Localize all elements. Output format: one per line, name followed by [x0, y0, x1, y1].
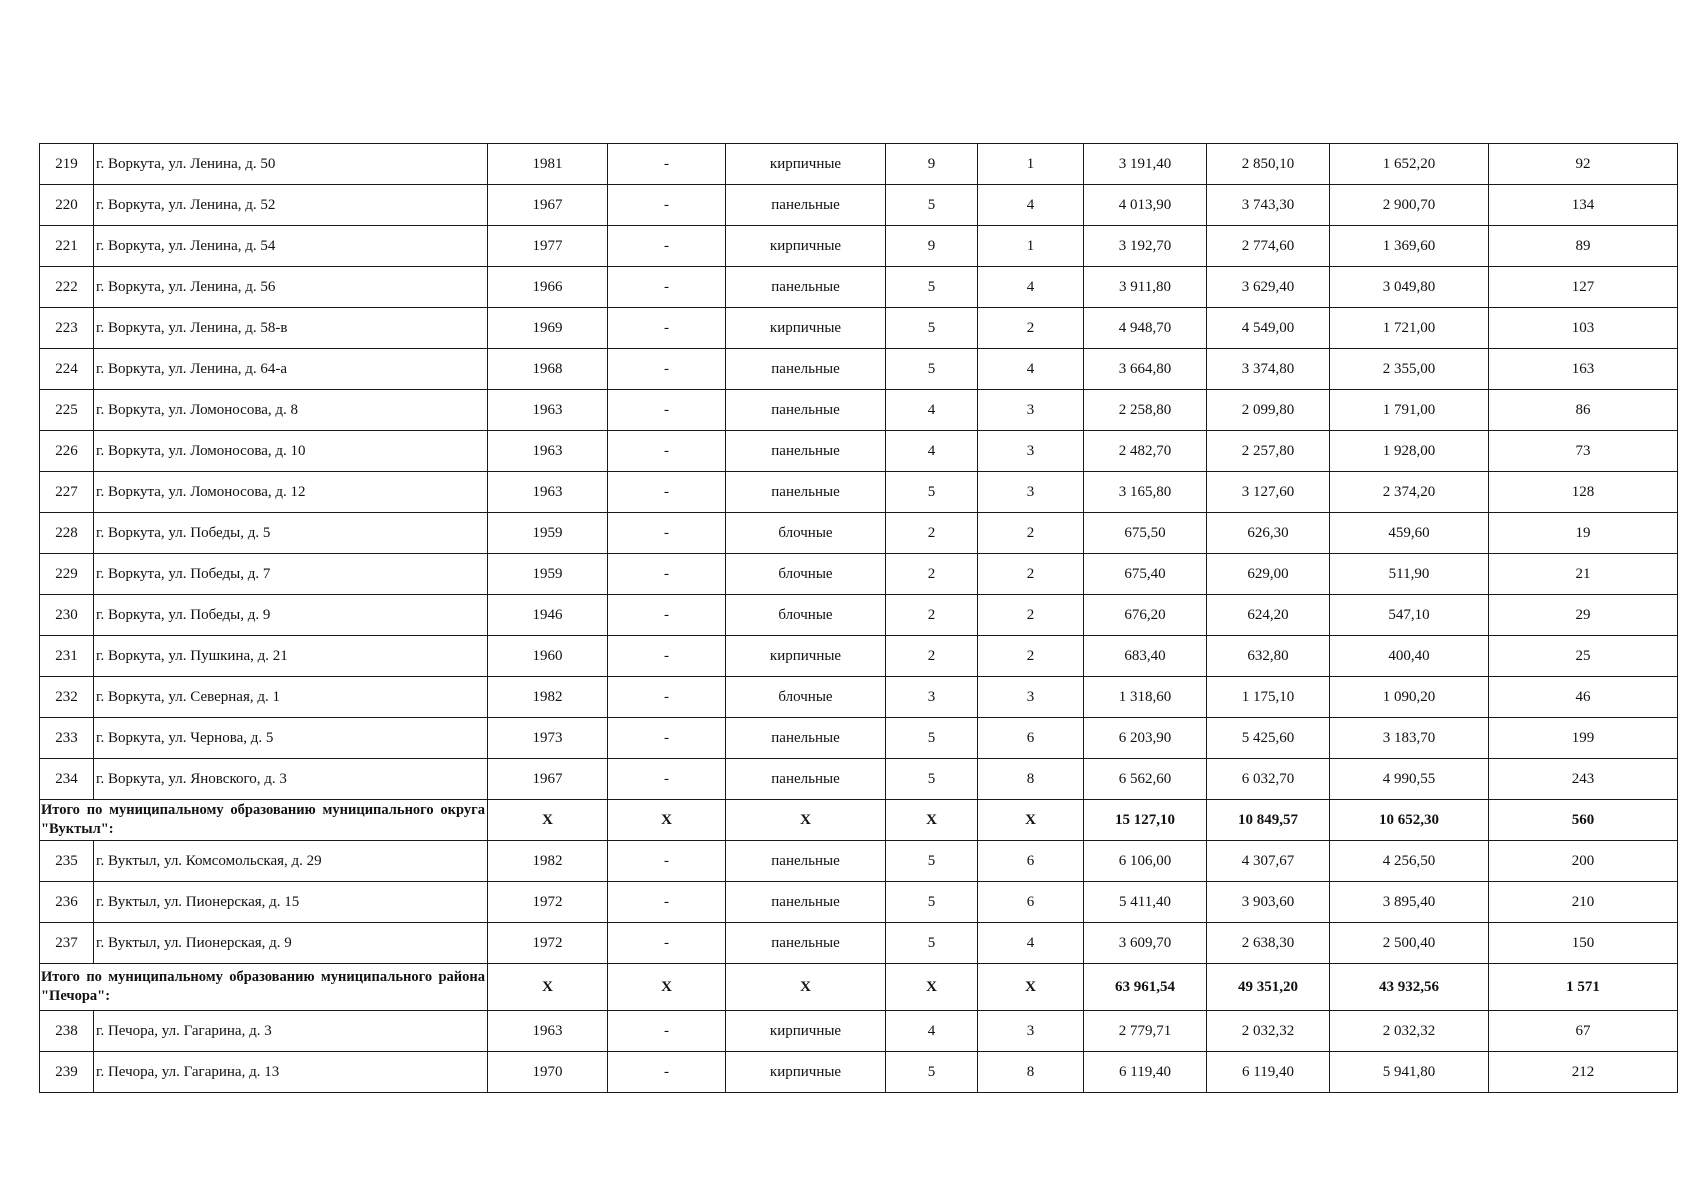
- residential-area: 5 941,80: [1330, 1052, 1489, 1093]
- entrance-count: 8: [978, 1052, 1084, 1093]
- commissioning-year: 1966: [488, 267, 608, 308]
- commissioning-year: 1963: [488, 431, 608, 472]
- blank-dash-cell: -: [608, 595, 726, 636]
- resident-count: 67: [1489, 1011, 1678, 1052]
- row-number: 227: [40, 472, 94, 513]
- blank-dash-cell: -: [608, 636, 726, 677]
- wall-material: панельные: [726, 390, 886, 431]
- floor-count: 2: [886, 554, 978, 595]
- x-mark: X: [488, 964, 608, 1011]
- entrance-count: 2: [978, 636, 1084, 677]
- building-address: г. Печора, ул. Гагарина, д. 3: [94, 1011, 488, 1052]
- building-address: г. Воркута, ул. Ленина, д. 54: [94, 226, 488, 267]
- living-area: 6 032,70: [1207, 759, 1330, 800]
- entrance-count: 1: [978, 226, 1084, 267]
- commissioning-year: 1959: [488, 554, 608, 595]
- blank-dash-cell: -: [608, 513, 726, 554]
- blank-dash-cell: -: [608, 554, 726, 595]
- wall-material: панельные: [726, 718, 886, 759]
- resident-count: 128: [1489, 472, 1678, 513]
- resident-count: 73: [1489, 431, 1678, 472]
- x-mark: X: [978, 964, 1084, 1011]
- table-row: [40, 144, 1678, 185]
- wall-material: кирпичные: [726, 636, 886, 677]
- residential-area: 511,90: [1330, 554, 1489, 595]
- blank-dash-cell: -: [608, 144, 726, 185]
- commissioning-year: 1963: [488, 1011, 608, 1052]
- row-number: 235: [40, 841, 94, 882]
- floor-count: 5: [886, 349, 978, 390]
- blank-dash-cell: -: [608, 226, 726, 267]
- row-number: 225: [40, 390, 94, 431]
- blank-dash-cell: -: [608, 472, 726, 513]
- row-number: 221: [40, 226, 94, 267]
- living-area: 2 638,30: [1207, 923, 1330, 964]
- x-mark: X: [886, 964, 978, 1011]
- table-row: [40, 923, 1678, 964]
- total-area: 6 119,40: [1084, 1052, 1207, 1093]
- living-area: 3 903,60: [1207, 882, 1330, 923]
- wall-material: кирпичные: [726, 1052, 886, 1093]
- wall-material: кирпичные: [726, 226, 886, 267]
- commissioning-year: 1946: [488, 595, 608, 636]
- register-body: [40, 144, 1678, 1093]
- living-area: 6 119,40: [1207, 1052, 1330, 1093]
- commissioning-year: 1960: [488, 636, 608, 677]
- row-number: 239: [40, 1052, 94, 1093]
- floor-count: 3: [886, 677, 978, 718]
- residential-area: 1 652,20: [1330, 144, 1489, 185]
- row-number: 220: [40, 185, 94, 226]
- total-area: 6 562,60: [1084, 759, 1207, 800]
- total-area: 683,40: [1084, 636, 1207, 677]
- wall-material: панельные: [726, 923, 886, 964]
- building-address: г. Воркута, ул. Ломоносова, д. 8: [94, 390, 488, 431]
- entrance-count: 4: [978, 923, 1084, 964]
- floor-count: 5: [886, 923, 978, 964]
- total-area: 2 779,71: [1084, 1011, 1207, 1052]
- entrance-count: 2: [978, 554, 1084, 595]
- residential-area: 2 500,40: [1330, 923, 1489, 964]
- residential-area: 1 369,60: [1330, 226, 1489, 267]
- commissioning-year: 1972: [488, 923, 608, 964]
- row-number: 236: [40, 882, 94, 923]
- total-area: 676,20: [1084, 595, 1207, 636]
- table-row: [40, 1052, 1678, 1093]
- resident-count: 89: [1489, 226, 1678, 267]
- residential-area: 3 183,70: [1330, 718, 1489, 759]
- building-address: г. Воркута, ул. Чернова, д. 5: [94, 718, 488, 759]
- x-mark: X: [886, 800, 978, 841]
- building-address: г. Воркута, ул. Ленина, д. 52: [94, 185, 488, 226]
- living-area: 4 549,00: [1207, 308, 1330, 349]
- blank-dash-cell: -: [608, 677, 726, 718]
- building-address: г. Воркута, ул. Ленина, д. 58-в: [94, 308, 488, 349]
- blank-dash-cell: -: [608, 185, 726, 226]
- living-area: 2 774,60: [1207, 226, 1330, 267]
- wall-material: панельные: [726, 185, 886, 226]
- total-area: 3 911,80: [1084, 267, 1207, 308]
- entrance-count: 4: [978, 267, 1084, 308]
- commissioning-year: 1981: [488, 144, 608, 185]
- x-mark: X: [488, 800, 608, 841]
- entrance-count: 2: [978, 595, 1084, 636]
- wall-material: панельные: [726, 267, 886, 308]
- building-address: г. Печора, ул. Гагарина, д. 13: [94, 1052, 488, 1093]
- blank-dash-cell: -: [608, 431, 726, 472]
- building-address: г. Вуктыл, ул. Пионерская, д. 9: [94, 923, 488, 964]
- residential-area: 3 895,40: [1330, 882, 1489, 923]
- building-address: г. Воркута, ул. Ломоносова, д. 12: [94, 472, 488, 513]
- row-number: 222: [40, 267, 94, 308]
- row-number: 219: [40, 144, 94, 185]
- table-row: [40, 1011, 1678, 1052]
- living-area: 5 425,60: [1207, 718, 1330, 759]
- subtotal-label: Итого по муниципальному образованию муниципального района "Печора":: [40, 964, 488, 1011]
- x-mark: X: [608, 800, 726, 841]
- residential-area: 3 049,80: [1330, 267, 1489, 308]
- table-row: [40, 472, 1678, 513]
- table-row: [40, 185, 1678, 226]
- commissioning-year: 1967: [488, 759, 608, 800]
- resident-count: 127: [1489, 267, 1678, 308]
- building-address: г. Воркута, ул. Ломоносова, д. 10: [94, 431, 488, 472]
- total-area: 675,40: [1084, 554, 1207, 595]
- wall-material: блочные: [726, 677, 886, 718]
- housing-register-table: [39, 143, 1678, 1093]
- floor-count: 5: [886, 185, 978, 226]
- wall-material: панельные: [726, 759, 886, 800]
- living-area: 2 850,10: [1207, 144, 1330, 185]
- entrance-count: 6: [978, 718, 1084, 759]
- living-area: 1 175,10: [1207, 677, 1330, 718]
- blank-dash-cell: -: [608, 841, 726, 882]
- table-row: [40, 390, 1678, 431]
- subtotal-residential-area: 10 652,30: [1330, 800, 1489, 841]
- subtotal-resident-count: 560: [1489, 800, 1678, 841]
- floor-count: 2: [886, 595, 978, 636]
- table-row: [40, 718, 1678, 759]
- wall-material: блочные: [726, 513, 886, 554]
- total-area: 4 948,70: [1084, 308, 1207, 349]
- row-number: 233: [40, 718, 94, 759]
- row-number: 230: [40, 595, 94, 636]
- floor-count: 5: [886, 308, 978, 349]
- resident-count: 163: [1489, 349, 1678, 390]
- living-area: 624,20: [1207, 595, 1330, 636]
- resident-count: 200: [1489, 841, 1678, 882]
- residential-area: 4 256,50: [1330, 841, 1489, 882]
- total-area: 3 191,40: [1084, 144, 1207, 185]
- wall-material: кирпичные: [726, 308, 886, 349]
- entrance-count: 3: [978, 390, 1084, 431]
- row-number: 226: [40, 431, 94, 472]
- residential-area: 459,60: [1330, 513, 1489, 554]
- row-number: 232: [40, 677, 94, 718]
- commissioning-year: 1963: [488, 390, 608, 431]
- entrance-count: 3: [978, 1011, 1084, 1052]
- building-address: г. Воркута, ул. Ленина, д. 64-а: [94, 349, 488, 390]
- resident-count: 21: [1489, 554, 1678, 595]
- entrance-count: 4: [978, 185, 1084, 226]
- building-address: г. Воркута, ул. Яновского, д. 3: [94, 759, 488, 800]
- resident-count: 46: [1489, 677, 1678, 718]
- residential-area: 1 090,20: [1330, 677, 1489, 718]
- resident-count: 134: [1489, 185, 1678, 226]
- table-row: [40, 308, 1678, 349]
- floor-count: 4: [886, 1011, 978, 1052]
- floor-count: 4: [886, 431, 978, 472]
- commissioning-year: 1963: [488, 472, 608, 513]
- resident-count: 212: [1489, 1052, 1678, 1093]
- floor-count: 5: [886, 882, 978, 923]
- total-area: 3 664,80: [1084, 349, 1207, 390]
- commissioning-year: 1969: [488, 308, 608, 349]
- subtotal-total-area: 63 961,54: [1084, 964, 1207, 1011]
- wall-material: блочные: [726, 554, 886, 595]
- row-number: 231: [40, 636, 94, 677]
- living-area: 2 032,32: [1207, 1011, 1330, 1052]
- living-area: 3 629,40: [1207, 267, 1330, 308]
- blank-dash-cell: -: [608, 882, 726, 923]
- living-area: 3 374,80: [1207, 349, 1330, 390]
- x-mark: X: [726, 800, 886, 841]
- building-address: г. Вуктыл, ул. Пионерская, д. 15: [94, 882, 488, 923]
- table-row: [40, 554, 1678, 595]
- floor-count: 5: [886, 841, 978, 882]
- commissioning-year: 1982: [488, 677, 608, 718]
- total-area: 6 203,90: [1084, 718, 1207, 759]
- residential-area: 547,10: [1330, 595, 1489, 636]
- floor-count: 2: [886, 636, 978, 677]
- blank-dash-cell: -: [608, 349, 726, 390]
- building-address: г. Воркута, ул. Ленина, д. 56: [94, 267, 488, 308]
- residential-area: 2 900,70: [1330, 185, 1489, 226]
- total-area: 1 318,60: [1084, 677, 1207, 718]
- total-area: 675,50: [1084, 513, 1207, 554]
- subtotal-row: [40, 964, 1678, 1011]
- residential-area: 4 990,55: [1330, 759, 1489, 800]
- commissioning-year: 1967: [488, 185, 608, 226]
- table-row: [40, 882, 1678, 923]
- floor-count: 5: [886, 472, 978, 513]
- blank-dash-cell: -: [608, 1011, 726, 1052]
- blank-dash-cell: -: [608, 308, 726, 349]
- entrance-count: 4: [978, 349, 1084, 390]
- commissioning-year: 1959: [488, 513, 608, 554]
- wall-material: блочные: [726, 595, 886, 636]
- residential-area: 2 355,00: [1330, 349, 1489, 390]
- table-row: [40, 636, 1678, 677]
- floor-count: 2: [886, 513, 978, 554]
- residential-area: 2 374,20: [1330, 472, 1489, 513]
- resident-count: 25: [1489, 636, 1678, 677]
- subtotal-living-area: 10 849,57: [1207, 800, 1330, 841]
- total-area: 4 013,90: [1084, 185, 1207, 226]
- entrance-count: 3: [978, 431, 1084, 472]
- commissioning-year: 1973: [488, 718, 608, 759]
- table-row: [40, 595, 1678, 636]
- living-area: 3 743,30: [1207, 185, 1330, 226]
- wall-material: панельные: [726, 472, 886, 513]
- floor-count: 4: [886, 390, 978, 431]
- living-area: 4 307,67: [1207, 841, 1330, 882]
- wall-material: панельные: [726, 431, 886, 472]
- wall-material: кирпичные: [726, 1011, 886, 1052]
- residential-area: 1 791,00: [1330, 390, 1489, 431]
- total-area: 3 165,80: [1084, 472, 1207, 513]
- total-area: 3 192,70: [1084, 226, 1207, 267]
- wall-material: панельные: [726, 841, 886, 882]
- living-area: 2 099,80: [1207, 390, 1330, 431]
- blank-dash-cell: -: [608, 1052, 726, 1093]
- total-area: 2 482,70: [1084, 431, 1207, 472]
- total-area: 5 411,40: [1084, 882, 1207, 923]
- floor-count: 9: [886, 226, 978, 267]
- living-area: 629,00: [1207, 554, 1330, 595]
- row-number: 238: [40, 1011, 94, 1052]
- residential-area: 1 928,00: [1330, 431, 1489, 472]
- row-number: 228: [40, 513, 94, 554]
- building-address: г. Вуктыл, ул. Комсомольская, д. 29: [94, 841, 488, 882]
- resident-count: 29: [1489, 595, 1678, 636]
- table-row: [40, 431, 1678, 472]
- row-number: 223: [40, 308, 94, 349]
- resident-count: 19: [1489, 513, 1678, 554]
- blank-dash-cell: -: [608, 390, 726, 431]
- wall-material: кирпичные: [726, 144, 886, 185]
- entrance-count: 6: [978, 841, 1084, 882]
- wall-material: панельные: [726, 349, 886, 390]
- total-area: 2 258,80: [1084, 390, 1207, 431]
- living-area: 632,80: [1207, 636, 1330, 677]
- floor-count: 9: [886, 144, 978, 185]
- subtotal-total-area: 15 127,10: [1084, 800, 1207, 841]
- row-number: 237: [40, 923, 94, 964]
- residential-area: 2 032,32: [1330, 1011, 1489, 1052]
- entrance-count: 3: [978, 677, 1084, 718]
- total-area: 3 609,70: [1084, 923, 1207, 964]
- subtotal-residential-area: 43 932,56: [1330, 964, 1489, 1011]
- subtotal-resident-count: 1 571: [1489, 964, 1678, 1011]
- table-row: [40, 759, 1678, 800]
- floor-count: 5: [886, 267, 978, 308]
- residential-area: 1 721,00: [1330, 308, 1489, 349]
- total-area: 6 106,00: [1084, 841, 1207, 882]
- row-number: 234: [40, 759, 94, 800]
- building-address: г. Воркута, ул. Победы, д. 5: [94, 513, 488, 554]
- living-area: 3 127,60: [1207, 472, 1330, 513]
- entrance-count: 3: [978, 472, 1084, 513]
- table-row: [40, 267, 1678, 308]
- table-row: [40, 349, 1678, 390]
- resident-count: 92: [1489, 144, 1678, 185]
- resident-count: 199: [1489, 718, 1678, 759]
- residential-area: 400,40: [1330, 636, 1489, 677]
- x-mark: X: [608, 964, 726, 1011]
- commissioning-year: 1970: [488, 1052, 608, 1093]
- commissioning-year: 1968: [488, 349, 608, 390]
- blank-dash-cell: -: [608, 718, 726, 759]
- commissioning-year: 1972: [488, 882, 608, 923]
- building-address: г. Воркута, ул. Победы, д. 9: [94, 595, 488, 636]
- x-mark: X: [726, 964, 886, 1011]
- resident-count: 243: [1489, 759, 1678, 800]
- building-address: г. Воркута, ул. Северная, д. 1: [94, 677, 488, 718]
- wall-material: панельные: [726, 882, 886, 923]
- entrance-count: 6: [978, 882, 1084, 923]
- subtotal-label: Итого по муниципальному образованию муниципального округа "Вуктыл":: [40, 800, 488, 841]
- living-area: 626,30: [1207, 513, 1330, 554]
- row-number: 229: [40, 554, 94, 595]
- blank-dash-cell: -: [608, 923, 726, 964]
- building-address: г. Воркута, ул. Ленина, д. 50: [94, 144, 488, 185]
- table-row: [40, 226, 1678, 267]
- table-row: [40, 677, 1678, 718]
- floor-count: 5: [886, 718, 978, 759]
- building-address: г. Воркута, ул. Пушкина, д. 21: [94, 636, 488, 677]
- commissioning-year: 1982: [488, 841, 608, 882]
- resident-count: 150: [1489, 923, 1678, 964]
- commissioning-year: 1977: [488, 226, 608, 267]
- resident-count: 210: [1489, 882, 1678, 923]
- entrance-count: 1: [978, 144, 1084, 185]
- resident-count: 86: [1489, 390, 1678, 431]
- floor-count: 5: [886, 759, 978, 800]
- blank-dash-cell: -: [608, 759, 726, 800]
- x-mark: X: [978, 800, 1084, 841]
- floor-count: 5: [886, 1052, 978, 1093]
- subtotal-living-area: 49 351,20: [1207, 964, 1330, 1011]
- living-area: 2 257,80: [1207, 431, 1330, 472]
- building-address: г. Воркута, ул. Победы, д. 7: [94, 554, 488, 595]
- entrance-count: 2: [978, 513, 1084, 554]
- resident-count: 103: [1489, 308, 1678, 349]
- subtotal-row: [40, 800, 1678, 841]
- entrance-count: 8: [978, 759, 1084, 800]
- entrance-count: 2: [978, 308, 1084, 349]
- row-number: 224: [40, 349, 94, 390]
- table-row: [40, 513, 1678, 554]
- blank-dash-cell: -: [608, 267, 726, 308]
- table-row: [40, 841, 1678, 882]
